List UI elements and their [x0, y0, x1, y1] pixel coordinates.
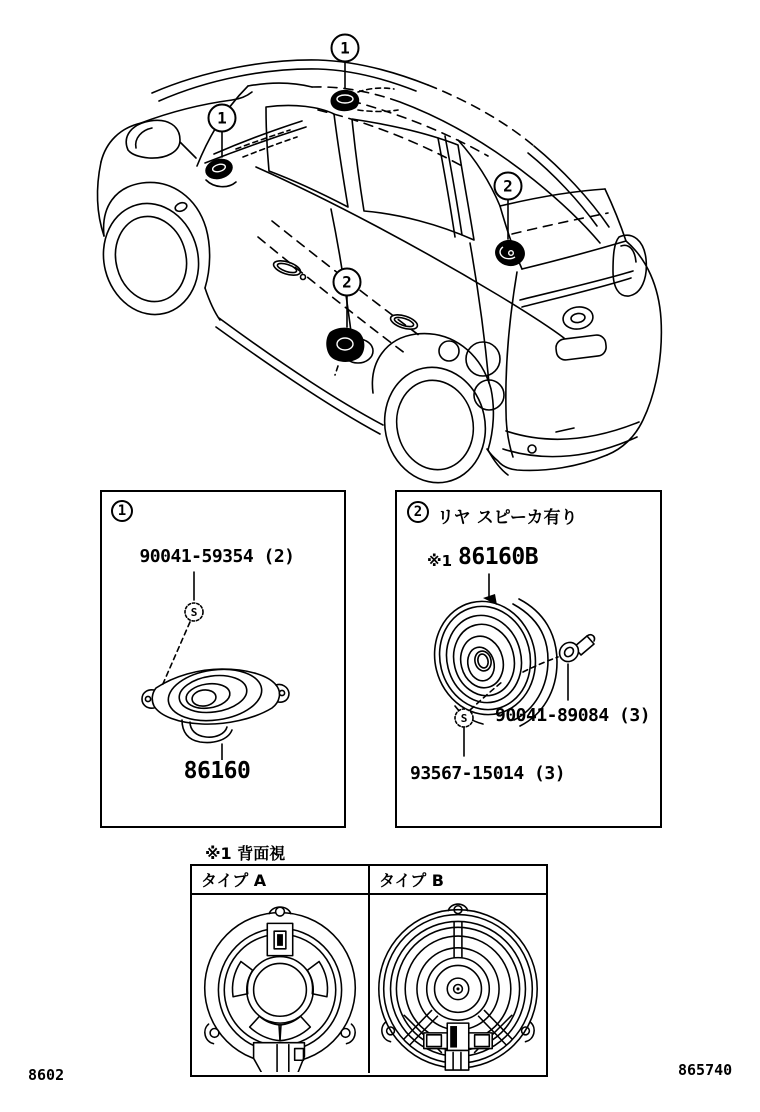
type-a-header: タイプ A — [201, 871, 267, 890]
svg-text:S: S — [460, 712, 468, 725]
type-a-cell — [192, 895, 368, 1073]
panel2-part-number-main: 86160B — [458, 544, 539, 570]
panel2-part-number-screw: 93567-15014 (3) — [410, 763, 566, 784]
svg-text:S: S — [190, 606, 198, 619]
vehicle-speaker-location-figure — [0, 0, 760, 490]
rear-door-handle — [389, 312, 419, 332]
rear-view-caption: ※1 背面視 — [205, 844, 286, 863]
svg-text:1: 1 — [340, 38, 350, 58]
panel2-part-number-bolt: 90041-89084 (3) — [495, 705, 651, 726]
page-code-right: 865740 — [678, 1061, 733, 1079]
type-b-header: タイプ B — [368, 866, 546, 893]
panel2-note-ref: ※1 — [427, 552, 453, 570]
svg-text:2: 2 — [342, 272, 352, 292]
panel1-tweeter-drawing — [102, 570, 344, 760]
type-b-speaker-rear-view — [370, 896, 546, 1072]
detail-panel-1 — [100, 490, 346, 828]
panel2-title: リヤ スピーカ有り — [437, 508, 578, 528]
rear-view-table — [190, 864, 548, 1077]
callout-1-tweeter — [209, 105, 236, 158]
type-b-cell — [368, 895, 546, 1073]
type-a-speaker-rear-view — [192, 896, 368, 1072]
callout-2-door — [334, 269, 361, 328]
panel1-callout-badge: 1 — [111, 500, 133, 522]
panel2-callout-badge: 2 — [407, 501, 429, 523]
svg-text:2: 2 — [503, 176, 513, 196]
svg-text:1: 1 — [217, 108, 227, 128]
callout-2-rear — [495, 173, 522, 240]
rear-speaker-marker — [493, 238, 527, 269]
panel1-part-number-main: 86160 — [183, 758, 251, 784]
toyota-emblem — [562, 305, 595, 331]
front-door-speaker-marker — [326, 328, 373, 375]
detail-panel-2 — [395, 490, 662, 828]
tweeter-speaker-marker — [203, 156, 236, 187]
rear-view-table-header — [192, 866, 546, 895]
page-code-left: 8602 — [28, 1066, 65, 1084]
bolt-drawing — [556, 635, 595, 666]
panel1-part-number-screw: 90041-59354 (2) — [139, 546, 295, 567]
panel2-speaker-drawing — [397, 572, 660, 762]
